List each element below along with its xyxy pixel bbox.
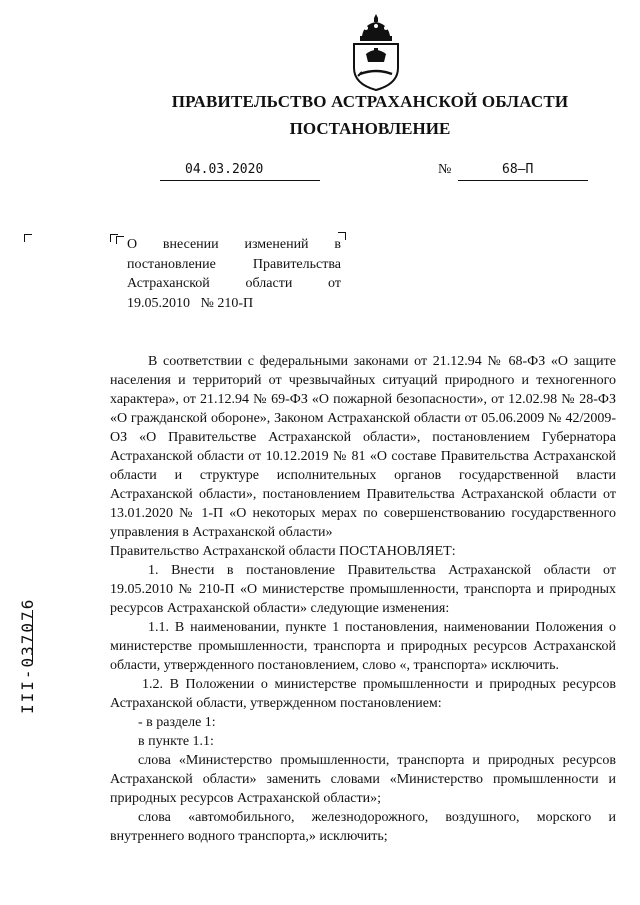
document-number: 68–П [502, 162, 534, 177]
subject-line-2: постановление Правительства [127, 256, 341, 272]
subject-line-3: Астраханской области от [127, 276, 341, 291]
clause-1-2: 1.2. В Положении о министерстве промышленности и природных ресурсов Астраханской области, утвержденном постановлением: [110, 677, 616, 711]
preamble-paragraph: В соответствии с федеральными законами от 21.12.94 № 68-ФЗ «О защите населения и территорий от чрезвычайных ситуаций природного и техногенного характера», от 21.12.94 № 69-ФЗ «О пожарной безопасности», от 12.02.98 № 28-ФЗ «О гражданской обороне», Законом Астраханской области от 05.06.2009 № 42/2009-ОЗ «О Правительстве Астраханской области», постановлением Губернатора Астраханской области от 10.12.2019 № 81 «О составе Правительства Астраханской области и структуре исполнительных органов государственной власти Астраханской области», постановлением Правительства Астраханской области от 13.01.2020 № 1-П «О некоторых мерах по совершенствованию государственного управления в Астраханской области» [110, 354, 616, 540]
document-body [110, 352, 616, 846]
corner-mark-left [24, 234, 32, 242]
clause-point-1-1: в пункте 1.1: [138, 734, 214, 749]
clause-1: 1. Внести в постановление Правительства Астраханской области от 19.05.2010 № 210-П «О министерстве промышленности, транспорта и природных ресурсов Астраханской области» следующие изменения: [110, 563, 616, 616]
clause-replace-words: слова «Министерство промышленности, транспорта и природных ресурсов Астраханской области» заменить словами «Министерство промышленности и природных ресурсов Астраханской области»; [110, 753, 616, 806]
clause-section-1: - в разделе 1: [138, 715, 216, 730]
resolution-statement: Правительство Астраханской области ПОСТАНОВЛЯЕТ: [110, 544, 456, 559]
form-serial-number: ІІІ-037076 [18, 597, 37, 714]
coat-of-arms-emblem [348, 12, 404, 92]
document-type-title: ПОСТАНОВЛЕНИЕ [289, 119, 451, 138]
number-sign: № [438, 162, 452, 177]
issuer-title: ПРАВИТЕЛЬСТВО АСТРАХАНСКОЙ ОБЛАСТИ [171, 92, 569, 111]
subject-line-4: 19.05.2010 № 210-П [127, 295, 254, 311]
corner-mark-subject-left-inner [116, 236, 124, 244]
clause-1-1: 1.1. В наименовании, пункте 1 постановления, наименовании Положения о министерстве промышленности, транспорта и природных ресурсов Астраханской области, утвержденного постановлением, слово «, транспорта» исключить. [110, 620, 616, 673]
subject-block [127, 235, 341, 313]
subject-line-1: О внесении изменений в [127, 237, 341, 252]
document-date: 04.03.2020 [185, 162, 264, 177]
clause-exclude-words: слова «автомобильного, железнодорожного, воздушного, морского и внутреннего водного транспорта,» исключить; [110, 810, 616, 844]
